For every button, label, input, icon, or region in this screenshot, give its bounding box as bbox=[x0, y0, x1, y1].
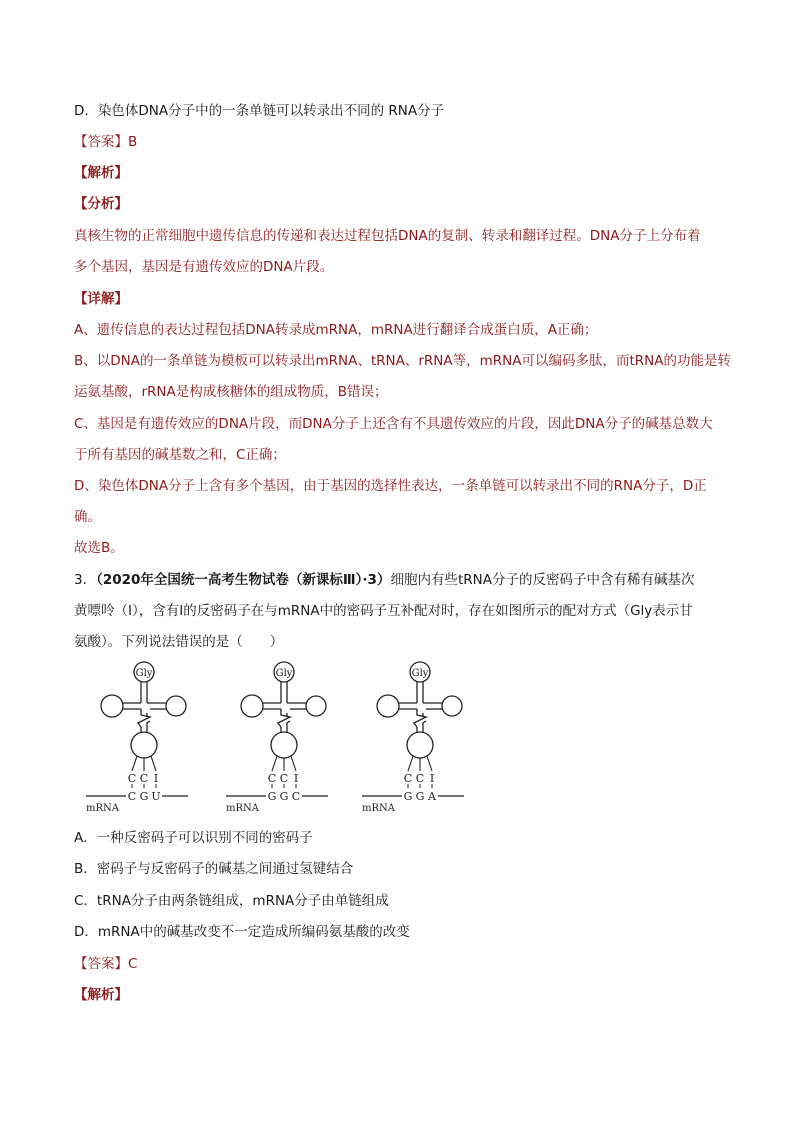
d-loop bbox=[241, 695, 263, 717]
d-loop bbox=[101, 695, 123, 717]
t-loop bbox=[166, 696, 186, 716]
anticodon-loop bbox=[131, 732, 157, 758]
codon-base: A bbox=[428, 790, 436, 803]
detail-b-line-2: 运氨基酸，rRNA是构成核糖体的组成物质，B错误； bbox=[74, 384, 388, 400]
question-source: （2020年全国统一高考生物试卷（新课标Ⅲ）·3） bbox=[96, 572, 391, 588]
option-c: C．tRNA分子由两条链组成，mRNA分子由单链组成 bbox=[74, 893, 389, 909]
anticodon-base: C bbox=[267, 772, 277, 785]
t-loop bbox=[306, 696, 326, 716]
gly-label: Gly bbox=[135, 668, 153, 679]
anticodon-base: I bbox=[429, 772, 435, 785]
detail-heading: 【详解】 bbox=[74, 291, 128, 307]
analysis-text-line-2: 多个基因，基因是有遗传效应的DNA片段。 bbox=[74, 259, 334, 275]
analysis-heading: 【解析】 bbox=[74, 165, 128, 181]
codon-base: G bbox=[415, 790, 425, 803]
conclusion: 故选B。 bbox=[74, 540, 124, 556]
option-d-prev: D．染色体DNA分子中的一条单链可以转录出不同的 RNA分子 bbox=[74, 103, 445, 119]
anticodon-loop bbox=[271, 732, 297, 758]
question-line-3: 氨酸）。下列说法错误的是（ ） bbox=[74, 634, 284, 650]
codon-base: C bbox=[291, 790, 301, 803]
mrna-label: mRNA bbox=[86, 803, 119, 814]
gly-label: Gly bbox=[275, 668, 293, 679]
trna-figure bbox=[80, 655, 480, 815]
detail-c-line-1: C、基因是有遗传效应的DNA片段，而DNA分子上还含有不具遗传效应的片段，因此DNA分子的碱基总数大 bbox=[74, 416, 713, 432]
codon-base: G bbox=[403, 790, 413, 803]
analysis-sub-heading: 【分析】 bbox=[74, 196, 128, 212]
anticodon-base: C bbox=[403, 772, 413, 785]
answer-label: 【答案】B bbox=[74, 134, 138, 150]
answer-label-2: 【答案】C bbox=[74, 956, 138, 972]
anticodon-base: I bbox=[153, 772, 159, 785]
anticodon-base: C bbox=[139, 772, 149, 785]
question-stem-1: 细胞内有些tRNA分子的反密码子中含有稀有碱基次 bbox=[390, 572, 695, 588]
option-a: A．一种反密码子可以识别不同的密码子 bbox=[74, 830, 313, 846]
analysis-heading-2: 【解析】 bbox=[74, 987, 128, 1003]
mrna-label: mRNA bbox=[226, 803, 259, 814]
detail-a: A、遗传信息的表达过程包括DNA转录成mRNA，mRNA进行翻译合成蛋白质，A正确； bbox=[74, 322, 598, 338]
codon-base: G bbox=[279, 790, 289, 803]
question-line-1 bbox=[74, 571, 694, 589]
t-loop bbox=[442, 696, 462, 716]
anticodon-base: C bbox=[415, 772, 425, 785]
detail-b-line-1: B、以DNA的一条单链为模板可以转录出mRNA、tRNA、rRNA等，mRNA可以编码多肽，而tRNA的功能是转 bbox=[74, 353, 731, 369]
anticodon-base: I bbox=[293, 772, 299, 785]
option-b: B．密码子与反密码子的碱基之间通过氢键结合 bbox=[74, 861, 354, 877]
trna-diagram-1 bbox=[86, 662, 188, 814]
option-d: D．mRNA中的碱基改变不一定造成所编码氨基酸的改变 bbox=[74, 924, 410, 940]
detail-d-line-1: D、染色体DNA分子上含有多个基因，由于基因的选择性表达，一条单链可以转录出不同的RNA分子，D正 bbox=[74, 478, 707, 494]
codon-base: U bbox=[151, 790, 161, 803]
codon-base: C bbox=[127, 790, 137, 803]
question-number: 3． bbox=[74, 572, 97, 588]
detail-d-line-2: 确。 bbox=[74, 509, 101, 525]
anticodon-base: C bbox=[127, 772, 137, 785]
codon-base: G bbox=[267, 790, 277, 803]
detail-c-line-2: 于所有基因的碱基数之和，C正确； bbox=[74, 447, 286, 463]
codon-base: G bbox=[139, 790, 149, 803]
trna-diagram-2 bbox=[226, 662, 328, 814]
anticodon-base: C bbox=[279, 772, 289, 785]
gly-label: Gly bbox=[411, 668, 429, 679]
mrna-label: mRNA bbox=[362, 803, 395, 814]
analysis-text-line-1: 真核生物的正常细胞中遗传信息的传递和表达过程包括DNA的复制、转录和翻译过程。DNA分子上分布着 bbox=[74, 228, 701, 244]
anticodon-loop bbox=[407, 732, 433, 758]
trna-diagram-3 bbox=[362, 662, 464, 814]
question-line-2: 黄嘌呤（I），含有I的反密码子在与mRNA中的密码子互补配对时，存在如图所示的配对方式（Gly表示甘 bbox=[74, 603, 693, 619]
d-loop bbox=[377, 695, 399, 717]
